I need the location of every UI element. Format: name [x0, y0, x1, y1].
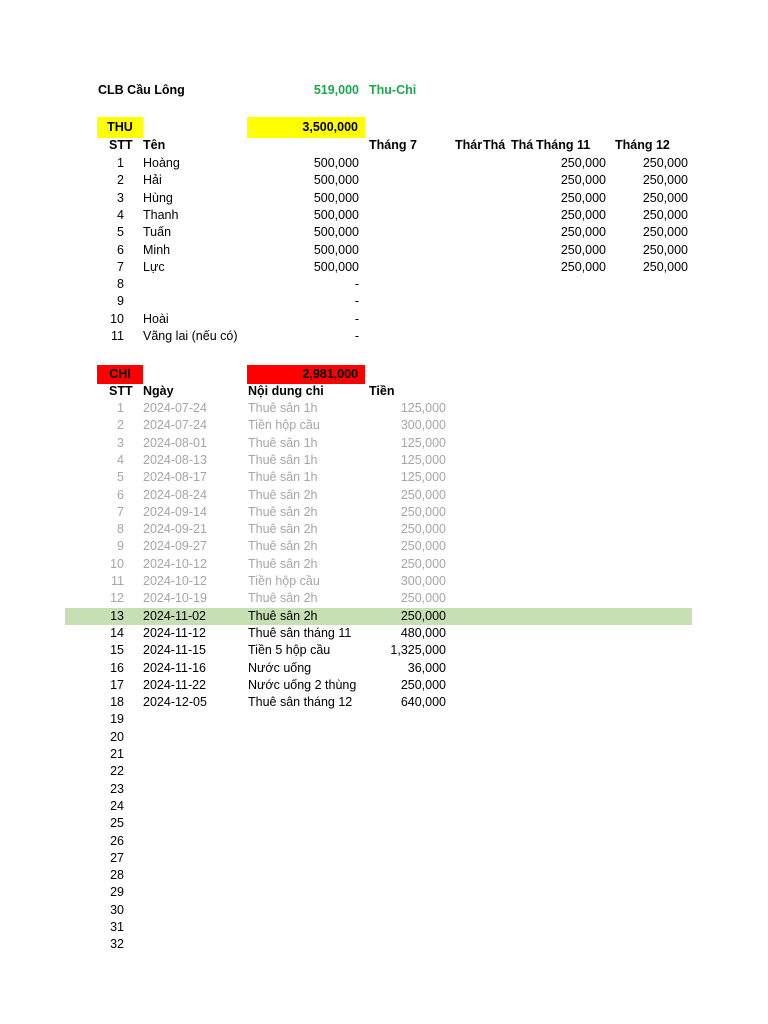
income-m12 — [610, 293, 688, 310]
expense-row — [0, 729, 768, 746]
income-stt: 3 — [117, 190, 124, 205]
expense-date — [143, 867, 243, 884]
expense-desc: Thuê sân 2h — [248, 591, 318, 606]
expense-row — [0, 469, 768, 486]
expense-amount — [366, 902, 446, 919]
expense-row — [0, 573, 768, 590]
income-row — [0, 259, 768, 276]
expense-row — [0, 833, 768, 850]
income-name — [143, 276, 253, 293]
expense-stt: 29 — [110, 885, 124, 900]
expense-date — [143, 850, 243, 867]
balance-value: 519,000 — [313, 83, 359, 97]
expense-amount: 125,000 — [400, 452, 446, 467]
expense-desc: Thuê sân 2h — [248, 608, 318, 623]
income-amount: 500,000 — [313, 190, 359, 205]
expense-desc: Tiền hộp cầu — [248, 574, 320, 588]
expense-date: 2024-11-22 — [143, 677, 207, 692]
expense-amount: 250,000 — [400, 539, 446, 554]
expense-desc — [248, 781, 366, 798]
expense-row — [0, 556, 768, 573]
expense-date: 2024-07-24 — [143, 418, 207, 433]
expense-amount: 125,000 — [400, 401, 446, 415]
expense-amount: 640,000 — [400, 695, 446, 710]
expense-date: 2024-10-19 — [143, 591, 207, 606]
income-amount: 500,000 — [313, 173, 359, 188]
expense-amount — [366, 798, 446, 815]
expense-row — [0, 590, 768, 607]
expense-row — [0, 452, 768, 469]
income-header-m7: Tháng 7 — [369, 138, 417, 152]
income-name: Hùng — [143, 190, 173, 205]
expense-stt: 2 — [117, 418, 124, 433]
income-amount: 500,000 — [313, 242, 359, 257]
expense-desc: Tiền hộp cầu — [248, 418, 320, 433]
expense-stt: 28 — [110, 868, 124, 883]
expense-stt: 18 — [110, 695, 124, 710]
income-label: THU — [97, 117, 143, 138]
expense-date: 2024-11-15 — [143, 643, 207, 658]
expense-stt: 10 — [110, 556, 124, 571]
income-row — [0, 276, 768, 293]
income-row — [0, 155, 768, 172]
expense-amount: 300,000 — [400, 418, 446, 433]
expense-header-amount: Tiền — [369, 384, 395, 398]
expense-amount: 250,000 — [400, 677, 446, 692]
income-amount: - — [354, 294, 359, 309]
expense-row — [0, 763, 768, 780]
expense-date: 2024-10-12 — [143, 574, 207, 588]
expense-amount — [366, 711, 446, 728]
expense-stt: 12 — [110, 591, 124, 606]
expense-stt: 6 — [117, 487, 124, 502]
expense-date — [143, 936, 243, 953]
expense-date: 2024-12-05 — [143, 695, 207, 710]
expense-row — [0, 435, 768, 452]
expense-desc: Thuê sân 2h — [248, 539, 318, 554]
expense-row — [0, 919, 768, 936]
expense-row — [0, 850, 768, 867]
expense-date: 2024-09-27 — [143, 539, 207, 554]
expense-stt: 13 — [110, 608, 124, 623]
expense-row — [0, 677, 768, 694]
expense-date: 2024-11-16 — [143, 660, 207, 675]
expense-stt: 31 — [110, 920, 124, 934]
expense-amount — [366, 729, 446, 746]
balance-label: Thu-Chi — [369, 83, 417, 97]
income-row — [0, 242, 768, 259]
expense-stt: 7 — [117, 504, 124, 519]
expense-date — [143, 729, 243, 746]
income-m11: 250,000 — [560, 242, 606, 257]
expense-row — [0, 660, 768, 677]
expense-row — [0, 694, 768, 711]
expense-header-date: Ngày — [143, 384, 174, 398]
income-amount: - — [354, 277, 359, 292]
expense-desc: Thuê sân 1h — [248, 401, 318, 415]
expense-date: 2024-08-24 — [143, 487, 207, 502]
expense-amount — [366, 815, 446, 832]
expense-desc: Nước uống — [248, 660, 312, 675]
income-m12: 250,000 — [642, 225, 688, 240]
expense-row — [0, 521, 768, 538]
expense-stt: 11 — [111, 574, 124, 588]
expense-total-text: 2,981,000 — [302, 367, 358, 381]
income-stt: 10 — [110, 311, 124, 326]
expense-date: 2024-10-12 — [143, 556, 207, 571]
income-m11: 250,000 — [560, 173, 606, 188]
expense-row — [0, 487, 768, 504]
expense-desc: Thuê sân tháng 11 — [248, 625, 352, 640]
expense-date — [143, 711, 243, 728]
expense-row — [0, 798, 768, 815]
expense-amount: 125,000 — [400, 470, 446, 485]
expense-date — [143, 919, 243, 936]
expense-date: 2024-09-14 — [143, 504, 207, 519]
expense-stt: 1 — [117, 401, 124, 415]
income-m12 — [610, 328, 688, 345]
expense-desc — [248, 798, 366, 815]
expense-stt: 3 — [117, 435, 124, 450]
income-m11: 250,000 — [560, 259, 606, 274]
expense-amount — [366, 884, 446, 901]
expense-stt: 15 — [110, 643, 124, 658]
income-row — [0, 190, 768, 207]
income-name: Vãng lai (nếu có) — [143, 329, 238, 343]
income-row — [0, 328, 768, 345]
expense-date — [143, 833, 243, 850]
expense-total — [247, 365, 365, 384]
income-m11 — [520, 311, 606, 328]
expense-desc — [248, 884, 366, 901]
expense-amount: 250,000 — [400, 591, 446, 606]
expense-amount — [366, 936, 446, 953]
expense-stt: 30 — [110, 902, 124, 917]
expense-row — [0, 504, 768, 521]
expense-amount — [366, 781, 446, 798]
expense-date: 2024-08-13 — [143, 452, 207, 467]
income-row — [0, 293, 768, 310]
income-header-m11: Tháng 11 — [536, 138, 591, 152]
expense-amount: 250,000 — [400, 487, 446, 502]
income-header-m10: Thá — [511, 138, 534, 152]
expense-stt: 4 — [117, 452, 124, 467]
income-total — [247, 117, 365, 138]
expense-desc: Thuê sân tháng 12 — [248, 695, 353, 710]
income-stt: 2 — [117, 173, 124, 188]
income-amount: 500,000 — [313, 225, 359, 240]
expense-row — [0, 400, 768, 417]
expense-stt: 14 — [110, 625, 124, 640]
income-stt: 8 — [117, 277, 124, 292]
expense-amount — [366, 833, 446, 850]
expense-amount: 250,000 — [400, 504, 446, 519]
expense-date — [143, 746, 243, 763]
expense-amount: 480,000 — [400, 625, 446, 640]
expense-stt: 16 — [110, 660, 124, 675]
income-header-m12: Tháng 12 — [615, 138, 670, 152]
expense-desc: Thuê sân 2h — [248, 556, 318, 571]
income-amount: - — [354, 311, 359, 326]
expense-desc — [248, 850, 366, 867]
expense-row — [0, 884, 768, 901]
income-m11: 250,000 — [560, 190, 606, 205]
expense-row — [0, 608, 768, 625]
income-m11: 250,000 — [560, 207, 606, 222]
expense-date — [143, 884, 243, 901]
expense-row — [0, 867, 768, 884]
expense-date: 2024-08-01 — [143, 435, 207, 450]
expense-stt: 25 — [110, 816, 124, 831]
expense-row — [0, 746, 768, 763]
income-name: Thanh — [143, 207, 179, 222]
income-stt: 11 — [111, 329, 124, 343]
income-name: Lực — [143, 259, 165, 274]
expense-row — [0, 538, 768, 555]
income-name: Hải — [143, 173, 162, 188]
expense-desc — [248, 902, 366, 919]
expense-amount — [366, 867, 446, 884]
expense-row — [0, 815, 768, 832]
expense-stt: 20 — [110, 729, 124, 744]
income-m12: 250,000 — [642, 207, 688, 222]
income-m11: 250,000 — [560, 156, 606, 170]
expense-date: 2024-08-17 — [143, 470, 207, 485]
expense-label: CHI — [97, 365, 143, 384]
expense-desc — [248, 833, 366, 850]
expense-row — [0, 711, 768, 728]
income-stt: 1 — [117, 156, 124, 170]
income-stt: 6 — [117, 242, 124, 257]
income-m12 — [610, 276, 688, 293]
expense-date: 2024-09-21 — [143, 522, 207, 537]
income-header-stt: STT — [109, 138, 133, 152]
expense-amount: 250,000 — [400, 522, 446, 537]
expense-amount: 125,000 — [400, 435, 446, 450]
income-m11 — [520, 328, 606, 345]
expense-desc — [248, 729, 366, 746]
expense-amount: 36,000 — [407, 660, 446, 675]
income-header-m9: Thá — [483, 138, 506, 152]
expense-row — [0, 781, 768, 798]
expense-desc — [248, 936, 366, 953]
income-m11: 250,000 — [560, 225, 606, 240]
income-name: Minh — [143, 242, 171, 257]
income-m12: 250,000 — [642, 156, 688, 170]
income-row — [0, 224, 768, 241]
income-stt: 5 — [117, 225, 124, 240]
expense-stt: 17 — [110, 677, 124, 692]
expense-desc — [248, 867, 366, 884]
expense-desc: Thuê sân 2h — [248, 487, 318, 502]
expense-stt: 8 — [117, 522, 124, 537]
income-m11 — [520, 276, 606, 293]
income-header-m8: Thár — [455, 138, 482, 152]
expense-date: 2024-07-24 — [143, 401, 207, 415]
income-m12: 250,000 — [642, 190, 688, 205]
income-m12: 250,000 — [642, 259, 688, 274]
income-row — [0, 207, 768, 224]
income-amount: - — [354, 329, 359, 343]
expense-desc: Thuê sân 2h — [248, 522, 318, 537]
expense-date — [143, 798, 243, 815]
expense-desc — [248, 711, 366, 728]
expense-desc: Thuê sân 2h — [248, 504, 318, 519]
expense-stt: 19 — [110, 712, 124, 727]
expense-desc — [248, 746, 366, 763]
income-row — [0, 311, 768, 328]
expense-row — [0, 902, 768, 919]
expense-stt: 9 — [117, 539, 124, 554]
income-name: Hoàng — [143, 156, 180, 170]
expense-desc — [248, 763, 366, 780]
expense-row — [0, 936, 768, 953]
expense-amount — [366, 850, 446, 867]
expense-row — [0, 625, 768, 642]
expense-header-desc: Nội dung chi — [248, 384, 324, 398]
income-m12: 250,000 — [642, 173, 688, 188]
income-stt: 7 — [117, 259, 124, 274]
expense-date — [143, 902, 243, 919]
expense-stt: 23 — [110, 781, 124, 796]
expense-desc — [248, 815, 366, 832]
expense-date: 2024-11-12 — [143, 625, 207, 640]
income-stt: 4 — [117, 207, 124, 222]
expense-row — [0, 417, 768, 434]
expense-desc: Tiền 5 hộp cầu — [248, 643, 331, 658]
expense-stt: 21 — [110, 747, 124, 761]
expense-date — [143, 781, 243, 798]
expense-desc: Thuê sân 1h — [248, 435, 318, 450]
expense-row — [0, 642, 768, 659]
expense-amount — [366, 919, 446, 936]
expense-stt: 27 — [110, 850, 124, 865]
expense-desc: Thuê sân 1h — [248, 452, 318, 467]
expense-date — [143, 815, 243, 832]
expense-desc: Thuê sân 1h — [248, 470, 318, 485]
income-m12 — [610, 311, 688, 328]
income-amount: 500,000 — [313, 207, 359, 222]
expense-amount: 250,000 — [400, 556, 446, 571]
expense-amount: 300,000 — [400, 574, 446, 588]
income-amount: 500,000 — [313, 156, 359, 170]
income-m12: 250,000 — [642, 242, 688, 257]
income-row — [0, 172, 768, 189]
income-m11 — [520, 293, 606, 310]
expense-desc: Nước uống 2 thùng — [248, 677, 357, 692]
income-name — [143, 293, 253, 310]
expense-amount: 250,000 — [400, 608, 446, 623]
income-name: Hoài — [143, 311, 169, 326]
expense-date: 2024-11-02 — [143, 608, 207, 623]
club-name: CLB Cầu Lông — [98, 83, 185, 97]
expense-date — [143, 763, 243, 780]
income-stt: 9 — [117, 294, 124, 309]
expense-header-stt: STT — [109, 384, 133, 398]
income-header-name: Tên — [143, 138, 166, 152]
expense-amount — [366, 746, 446, 763]
expense-desc — [248, 919, 366, 936]
expense-stt: 5 — [117, 470, 124, 485]
expense-stt: 22 — [110, 764, 124, 779]
expense-stt: 32 — [110, 937, 124, 952]
income-amount: 500,000 — [313, 259, 359, 274]
expense-amount: 1,325,000 — [390, 643, 446, 658]
income-total-text: 3,500,000 — [302, 120, 358, 134]
expense-stt: 26 — [110, 833, 124, 848]
income-name: Tuấn — [143, 225, 172, 240]
expense-stt: 24 — [110, 798, 124, 813]
expense-amount — [366, 763, 446, 780]
